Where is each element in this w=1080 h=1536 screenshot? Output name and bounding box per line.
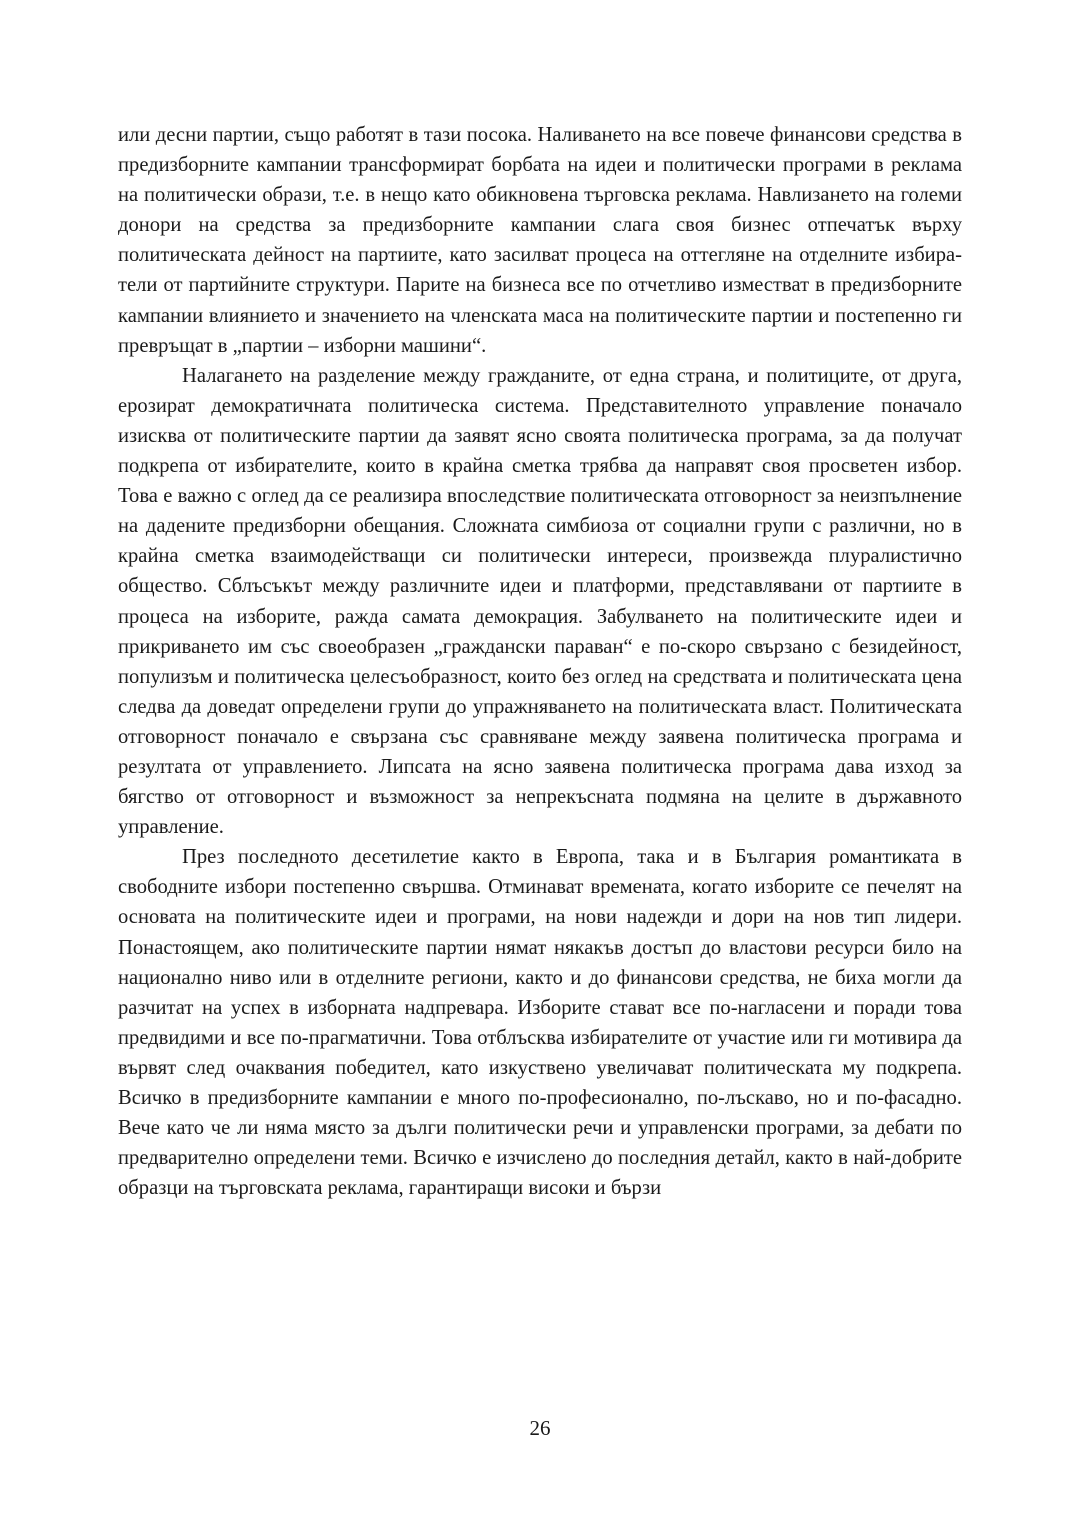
page-body (118, 120, 962, 1203)
paragraph-1: или десни партии, също работят в тази посока. Наливането на все повече финансови средства в предизборните кампании трансформират борбата на идеи и политически програми в реклама на политически образи, т.е. в нещо като обикновена търговска реклама. Навлизането на големи донори на средства за предизборните кампании слага своя бизнес отпечатък върху политическата дейност на партиите, като засилват процеса на оттегляне на отделните избиратели от партийните структури. Парите на бизнеса все по отчетливо изместват в предизборните кампании влиянието и значението на членската маса на политическите партии и постепенно ги превръщат в „партии – изборни машини“. (118, 124, 962, 357)
paragraph-3: През последното десетилетие както в Европа, така и в България романтиката в свободните избори постепенно свършва. Отминават времената, когато изборите се печелят на основата на политическите идеи и програми, на нови надежди и дори на нов тип лидери. Понастоящем, ако политическите партии нямат някакъв достъп до властови ресурси било на национално ниво или в отделните региони, както и до финансови средства, не биха могли да разчитат на успех в изборната надпревара. Изборите стават все по-нагласени и поради това предвидими и все по-прагматични. Това отблъсква избирателите от участие или ги мотивира да вървят след очаквания победител, като изкуствено увеличават политическата му подкрепа. Всичко в предизборните кампании е много по-професионално, по-лъскаво, но и по-фасадно. Вече като че ли няма място за дълги политически речи и управленски програми, за дебати по предварително определени теми. Всичко е изчислено до последния детайл, както в най-добрите образци на търговската реклама, гарантиращи високи и бързи (118, 846, 962, 1200)
page-number: 26 (529, 1416, 551, 1440)
paragraph-2: Налагането на разделение между гражданите, от една страна, и политиците, от друга, ерозират демократичната политическа система. Представителното управление поначало изисква от политическите партии да заявят ясно своята политическа програма, за да получат подкрепа от избирателите, които в крайна сметка трябва да направят своя просветен избор. Това е важно с оглед да се реализира впоследствие политическата отговорност за неизпълнение на дадените предизборни обещания. Сложната симбиоза от социални групи с различни, но в крайна сметка взаимодействащи си политически интереси, произвежда плуралистично общество. Сблъсъкът между различните идеи и платформи, представлявани от партиите в процеса на изборите, ражда самата демокрация. Забулването на политическите идеи и прикриването им със своеобразен „граждански параван“ е по-скоро свързано с безидейност, популизъм и политическа целесъобразност, които без оглед на средствата и политическата цена следва да доведат определени групи до упражняването на политическата власт. Политическата отговорност поначало е свързана със сравняване между заявена политическа програма и резултата от управлението. Липсата на ясно заявена политическа програма дава изход за бягство от отговорност и възможност за непрекъсната подмяна на целите в държавното управление. (118, 364, 962, 839)
